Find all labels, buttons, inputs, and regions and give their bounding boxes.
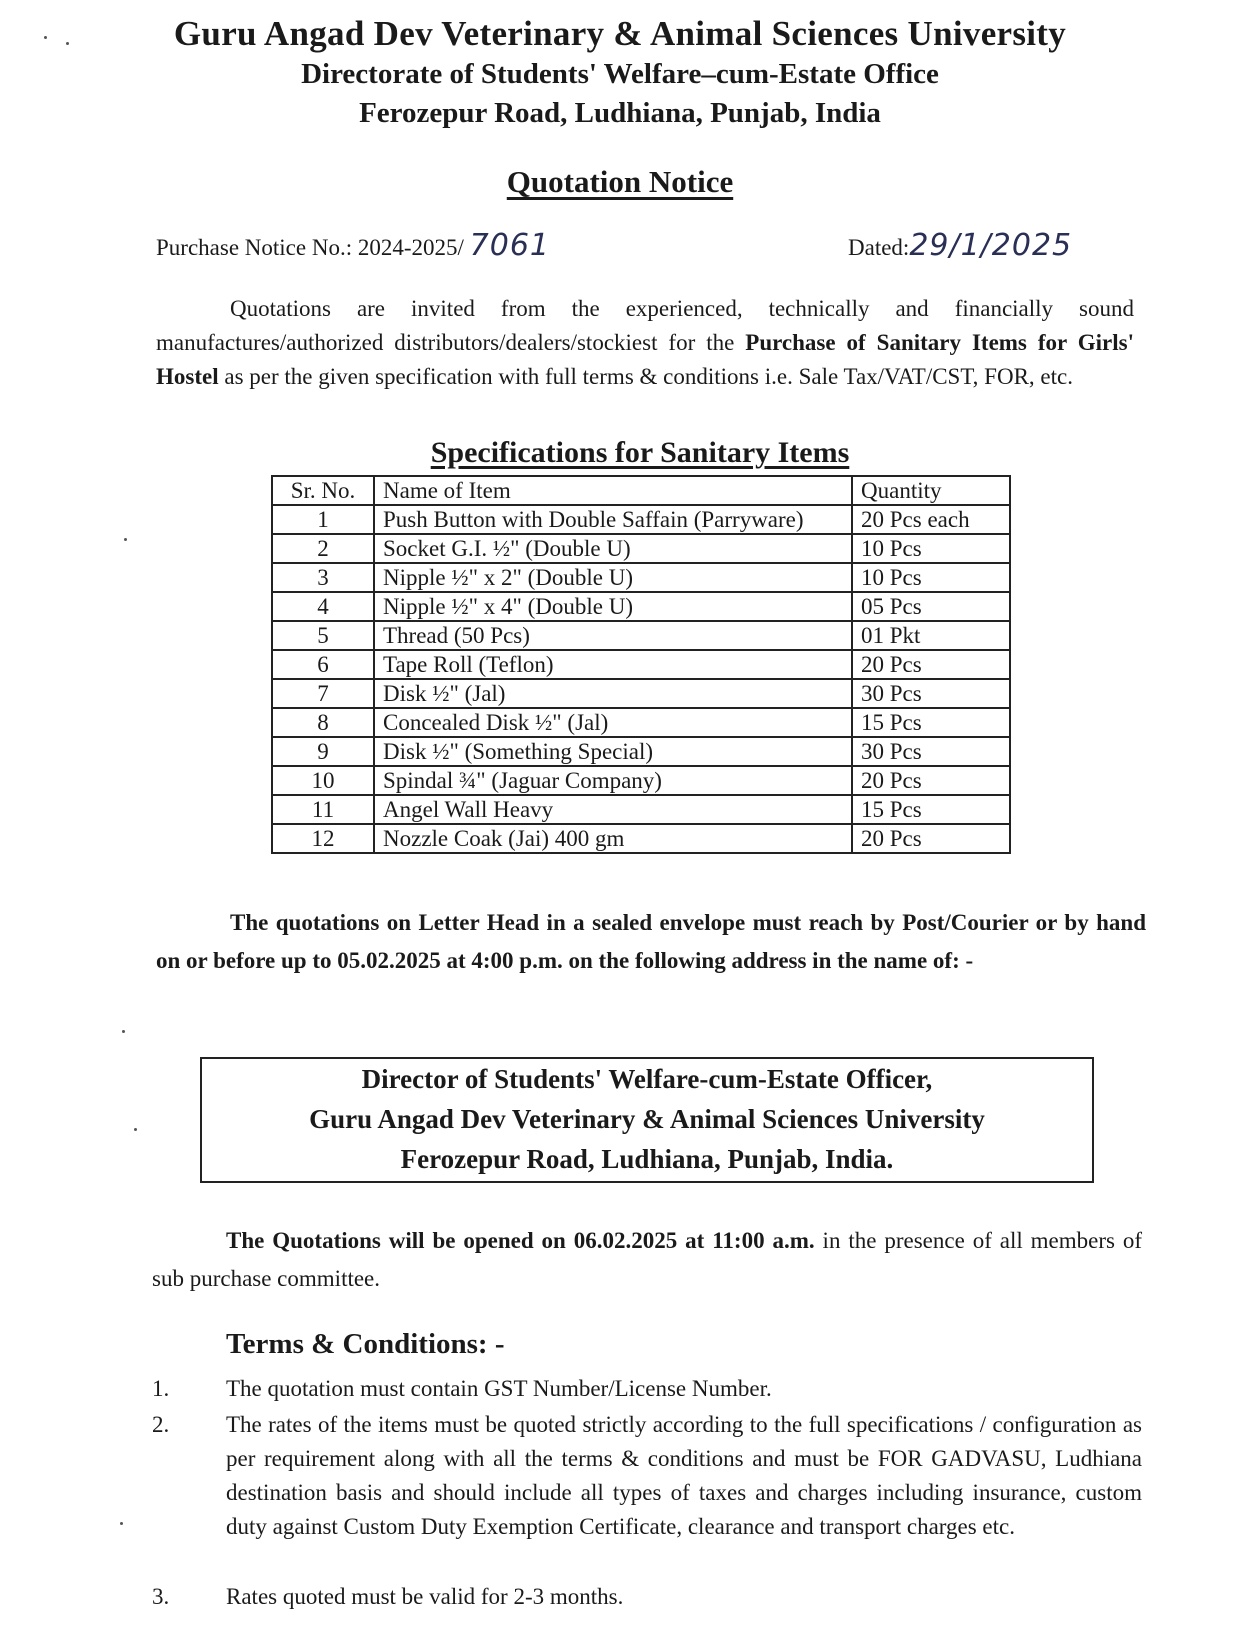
cell-sr-no: 7: [272, 679, 374, 708]
term-text: Rates quoted must be valid for 2-3 months.: [226, 1584, 624, 1609]
cell-quantity: 30 Pcs: [852, 737, 1010, 766]
cell-item-name: Angel Wall Heavy: [374, 795, 852, 824]
table-row: [272, 563, 1010, 592]
cell-sr-no: 11: [272, 795, 374, 824]
cell-quantity: 20 Pcs: [852, 766, 1010, 795]
purchase-notice-label: Purchase Notice No.: 2024-2025/: [156, 235, 464, 260]
table-body: [272, 505, 1010, 853]
cell-item-name: Nozzle Coak (Jai) 400 gm: [374, 824, 852, 853]
cell-item-name: Disk ½" (Something Special): [374, 737, 852, 766]
cell-sr-no: 9: [272, 737, 374, 766]
term-item: [152, 1580, 1142, 1614]
address-line-1: Director of Students' Welfare-cum-Estate Officer,: [361, 1064, 933, 1094]
scan-speck: [134, 1128, 137, 1131]
cell-sr-no: 5: [272, 621, 374, 650]
cell-sr-no: 1: [272, 505, 374, 534]
intro-paragraph: Quotations are invited from the experienced, technically and financially sound manufactures/authorized distributors/dealers/stockiest for the Purchase of Sanitary Items for Girls' Hostel as per the given specification with full terms & conditions i.e. Sale Tax/VAT/CST, FOR, etc.: [156, 296, 1134, 389]
term-item: [152, 1372, 1142, 1406]
cell-sr-no: 2: [272, 534, 374, 563]
table-row: [272, 766, 1010, 795]
cell-item-name: Disk ½" (Jal): [374, 679, 852, 708]
cell-item-name: Concealed Disk ½" (Jal): [374, 708, 852, 737]
cell-quantity: 01 Pkt: [852, 621, 1010, 650]
address-line-2: Guru Angad Dev Veterinary & Animal Sciences University: [309, 1104, 985, 1134]
table-header-row: [272, 476, 1010, 505]
cell-item-name: Thread (50 Pcs): [374, 621, 852, 650]
cell-quantity: 05 Pcs: [852, 592, 1010, 621]
address-box: [200, 1057, 1094, 1183]
cell-sr-no: 8: [272, 708, 374, 737]
table-row: [272, 505, 1010, 534]
university-name: Guru Angad Dev Veterinary & Animal Sciences University: [173, 14, 1067, 53]
cell-quantity: 10 Pcs: [852, 563, 1010, 592]
address-line-3: Ferozepur Road, Ludhiana, Punjab, India.: [400, 1144, 894, 1174]
term-item: [152, 1408, 1142, 1544]
term-number: 3.: [152, 1584, 170, 1609]
cell-item-name: Spindal ¾" (Jaguar Company): [374, 766, 852, 795]
cell-quantity: 20 Pcs: [852, 824, 1010, 853]
cell-quantity: 10 Pcs: [852, 534, 1010, 563]
cell-sr-no: 3: [272, 563, 374, 592]
scan-speck: [124, 538, 127, 541]
cell-sr-no: 10: [272, 766, 374, 795]
cell-sr-no: 4: [272, 592, 374, 621]
cell-quantity: 20 Pcs: [852, 650, 1010, 679]
table-row: [272, 737, 1010, 766]
terms-title: Terms & Conditions: -: [226, 1328, 505, 1360]
cell-quantity: 30 Pcs: [852, 679, 1010, 708]
directorate-name: Directorate of Students' Welfare–cum-Estate Office: [301, 58, 939, 90]
table-row: [272, 679, 1010, 708]
specifications-title: Specifications for Sanitary Items: [430, 436, 850, 469]
table-row: [272, 534, 1010, 563]
cell-item-name: Nipple ½" x 4" (Double U): [374, 592, 852, 621]
term-text: The quotation must contain GST Number/License Number.: [226, 1376, 772, 1401]
table-row: [272, 621, 1010, 650]
cell-quantity: 15 Pcs: [852, 708, 1010, 737]
table-row: [272, 708, 1010, 737]
term-number: 1.: [152, 1376, 170, 1401]
scan-speck: [122, 1030, 125, 1033]
cell-item-name: Socket G.I. ½" (Double U): [374, 534, 852, 563]
notice-title: Quotation Notice: [506, 164, 734, 199]
cell-quantity: 15 Pcs: [852, 795, 1010, 824]
col-header-sr-no: Sr. No.: [272, 476, 374, 505]
col-header-quantity: Quantity: [852, 476, 1010, 505]
purchase-subject: Purchase of Sanitary Items for Girls' Hostel: [156, 330, 1134, 389]
scan-speck: [120, 1522, 123, 1525]
notice-date: [848, 228, 1072, 263]
opening-date: The Quotations will be opened on 06.02.2025 at 11:00 a.m.: [226, 1228, 815, 1253]
purchase-notice-number: [156, 228, 550, 263]
specifications-table: [271, 475, 1011, 854]
cell-quantity: 20 Pcs each: [852, 505, 1010, 534]
university-address: Ferozepur Road, Ludhiana, Punjab, India: [359, 97, 881, 129]
handwritten-notice-number: 7061: [469, 228, 550, 263]
table-row: [272, 592, 1010, 621]
term-text: The rates of the items must be quoted strictly according to the full specifications / configuration as per requirement along with all the terms & conditions and must be FOR GADVASU, Ludhiana destination basis and should include all types of taxes and charges including insurance, custom duty against Custom Duty Exemption Certificate, clearance and transport charges etc.: [226, 1412, 1142, 1539]
cell-item-name: Tape Roll (Teflon): [374, 650, 852, 679]
term-number: 2.: [152, 1412, 170, 1437]
opening-paragraph: The Quotations will be opened on 06.02.2025 at 11:00 a.m. in the presence of all members of sub purchase committee.: [152, 1228, 1143, 1291]
cell-item-name: Nipple ½" x 2" (Double U): [374, 563, 852, 592]
handwritten-date: 29/1/2025: [909, 228, 1073, 263]
table-row: [272, 650, 1010, 679]
table-row: [272, 795, 1010, 824]
table-row: [272, 824, 1010, 853]
cell-item-name: Push Button with Double Saffain (Parryware): [374, 505, 852, 534]
col-header-item-name: Name of Item: [374, 476, 852, 505]
cell-sr-no: 12: [272, 824, 374, 853]
cell-sr-no: 6: [272, 650, 374, 679]
dated-label: Dated:: [848, 235, 910, 260]
submission-paragraph: The quotations on Letter Head in a sealed envelope must reach by Post/Courier or by hand on or before up to 05.02.2025 at 4:00 p.m. on the following address in the name of: -: [156, 910, 1146, 973]
